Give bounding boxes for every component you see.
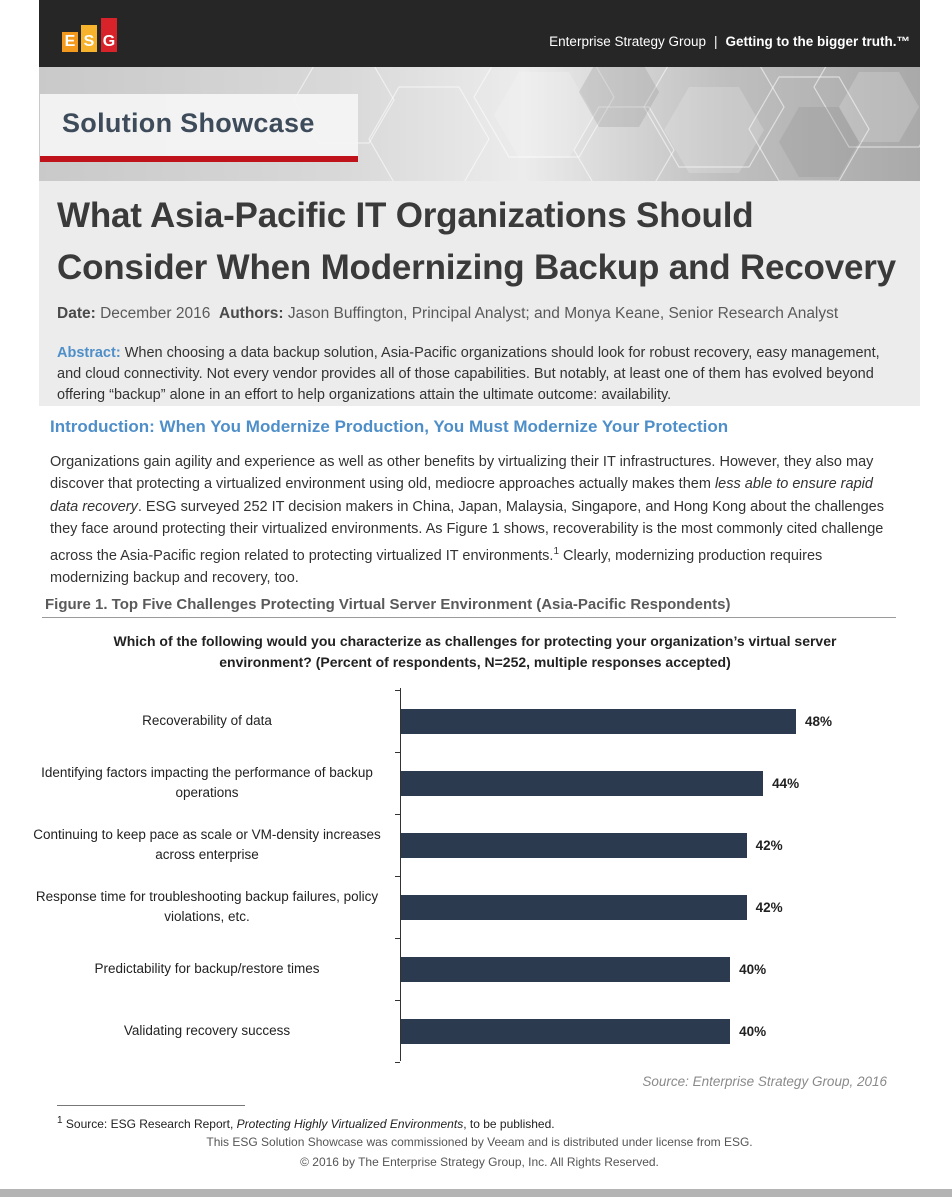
footnote-rule [57, 1105, 245, 1106]
bar-value-label: 40% [739, 1024, 767, 1039]
footnote-report-title: Protecting Highly Virtualized Environments [236, 1117, 464, 1131]
category-label: Predictability for backup/restore times [94, 961, 320, 976]
footer-copyright: © 2016 by The Enterprise Strategy Group, Inc. All Rights Reserved. [300, 1155, 659, 1169]
footnote-prefix: Source: ESG Research Report, [62, 1117, 237, 1131]
bar-value-label: 48% [805, 714, 833, 729]
axis-tick [395, 1000, 400, 1001]
footnote-suffix: , to be published. [463, 1117, 555, 1131]
intro-text-2: . ESG surveyed 252 IT decision makers in China, Japan, Malaysia, Singapore, and Hong Kong about the challenges they face around protecting their virtualized environments. As Figure 1 shows, recoverability is the most commonly cited challenge across the Asia-Pacific region related to protecting virtualized IT environments. [50, 498, 884, 564]
authors-label: Authors: [219, 305, 284, 322]
solution-showcase-label [40, 94, 358, 156]
intro-text-3: Clearly, modernizing production requires modernizing backup and recovery, too. [50, 547, 823, 586]
chart-bar [401, 895, 747, 920]
footer-license: This ESG Solution Showcase was commissioned by Veeam and is distributed under license from ESG. [206, 1135, 753, 1149]
category-label: Validating recovery success [123, 1023, 291, 1038]
esg-logo [61, 18, 121, 52]
figure-rule [42, 617, 896, 618]
page-bottom-edge [0, 1189, 952, 1197]
header-tagline [549, 34, 910, 49]
chart-axis [400, 688, 401, 1061]
logo-letter-e: E [64, 33, 76, 50]
footnote-marker: 1 [57, 1115, 63, 1126]
intro-emphasis: less able to ensure rapid data recovery [50, 476, 873, 515]
header-bar [39, 0, 920, 67]
chart-bar [401, 771, 763, 796]
axis-tick [395, 690, 400, 691]
figure-source: Source: Enterprise Strategy Group, 2016 [642, 1074, 887, 1089]
document-authors: Jason Buffington, Principal Analyst; and Monya Keane, Senior Research Analyst [287, 305, 839, 322]
company-name: Enterprise Strategy Group [549, 34, 706, 49]
abstract-label: Abstract: [57, 345, 121, 361]
category-label: Identifying factors impacting the performance of backup operations [41, 765, 373, 800]
intro-text-1: Organizations gain agility and experience as well as other benefits by virtualizing their IT infrastructures. However, they also may discover that protecting a virtualized environment using old, mediocre approaches actually makes them [50, 454, 874, 493]
chart-bar [401, 957, 730, 982]
category-label: Recoverability of data [142, 713, 272, 728]
bar-value-label: 42% [755, 900, 783, 915]
showcase-accent-line [40, 156, 358, 162]
footnote [57, 1115, 555, 1131]
date-label: Date: [57, 305, 96, 322]
abstract-text: When choosing a data backup solution, Asia-Pacific organizations should look for robust recovery, easy management, and cloud connectivity. Not every vendor provides all of those capabilities. But notably, at least one of them has evolved beyond offering “backup” alone in an effort to help organizations attain the ultimate outcome: availability. [57, 345, 880, 403]
axis-tick [395, 876, 400, 877]
chart-bar [401, 709, 796, 734]
showcase-text: Solution Showcase [62, 108, 315, 138]
category-label: Continuing to keep pace as scale or VM-density increases across enterprise [33, 827, 381, 862]
logo-letter-g: G [102, 33, 116, 50]
document-title: What Asia-Pacific IT Organizations Should Consider When Modernizing Backup and Recovery [57, 196, 896, 287]
chart-title: Which of the following would you characterize as challenges for protecting your organization’s virtual server environment? (Percent of respondents, N=252, multiple responses accepted) [113, 633, 837, 670]
document-meta [57, 305, 838, 323]
document-date: December 2016 [100, 305, 211, 322]
axis-tick [395, 814, 400, 815]
intro-paragraph [50, 451, 900, 589]
bar-value-label: 40% [739, 962, 767, 977]
abstract [57, 343, 907, 406]
chart-bar [401, 833, 747, 858]
company-slogan: Getting to the bigger truth.™ [725, 34, 910, 49]
axis-tick [395, 752, 400, 753]
bar-value-label: 44% [772, 776, 800, 791]
footnote-ref: 1 [553, 545, 560, 557]
bar-chart [33, 688, 900, 1073]
figure-caption: Figure 1. Top Five Challenges Protecting Virtual Server Environment (Asia-Pacific Respondents) [45, 596, 731, 613]
chart-bar [401, 1019, 730, 1044]
axis-tick [395, 938, 400, 939]
logo-letter-s: S [83, 33, 95, 50]
axis-tick [395, 1062, 400, 1063]
intro-heading: Introduction: When You Modernize Production, You Must Modernize Your Protection [50, 417, 729, 436]
tagline-separator: | [714, 34, 718, 49]
bar-value-label: 42% [755, 838, 783, 853]
category-label: Response time for troubleshooting backup failures, policy violations, etc. [35, 889, 379, 924]
hex-banner [39, 67, 920, 181]
